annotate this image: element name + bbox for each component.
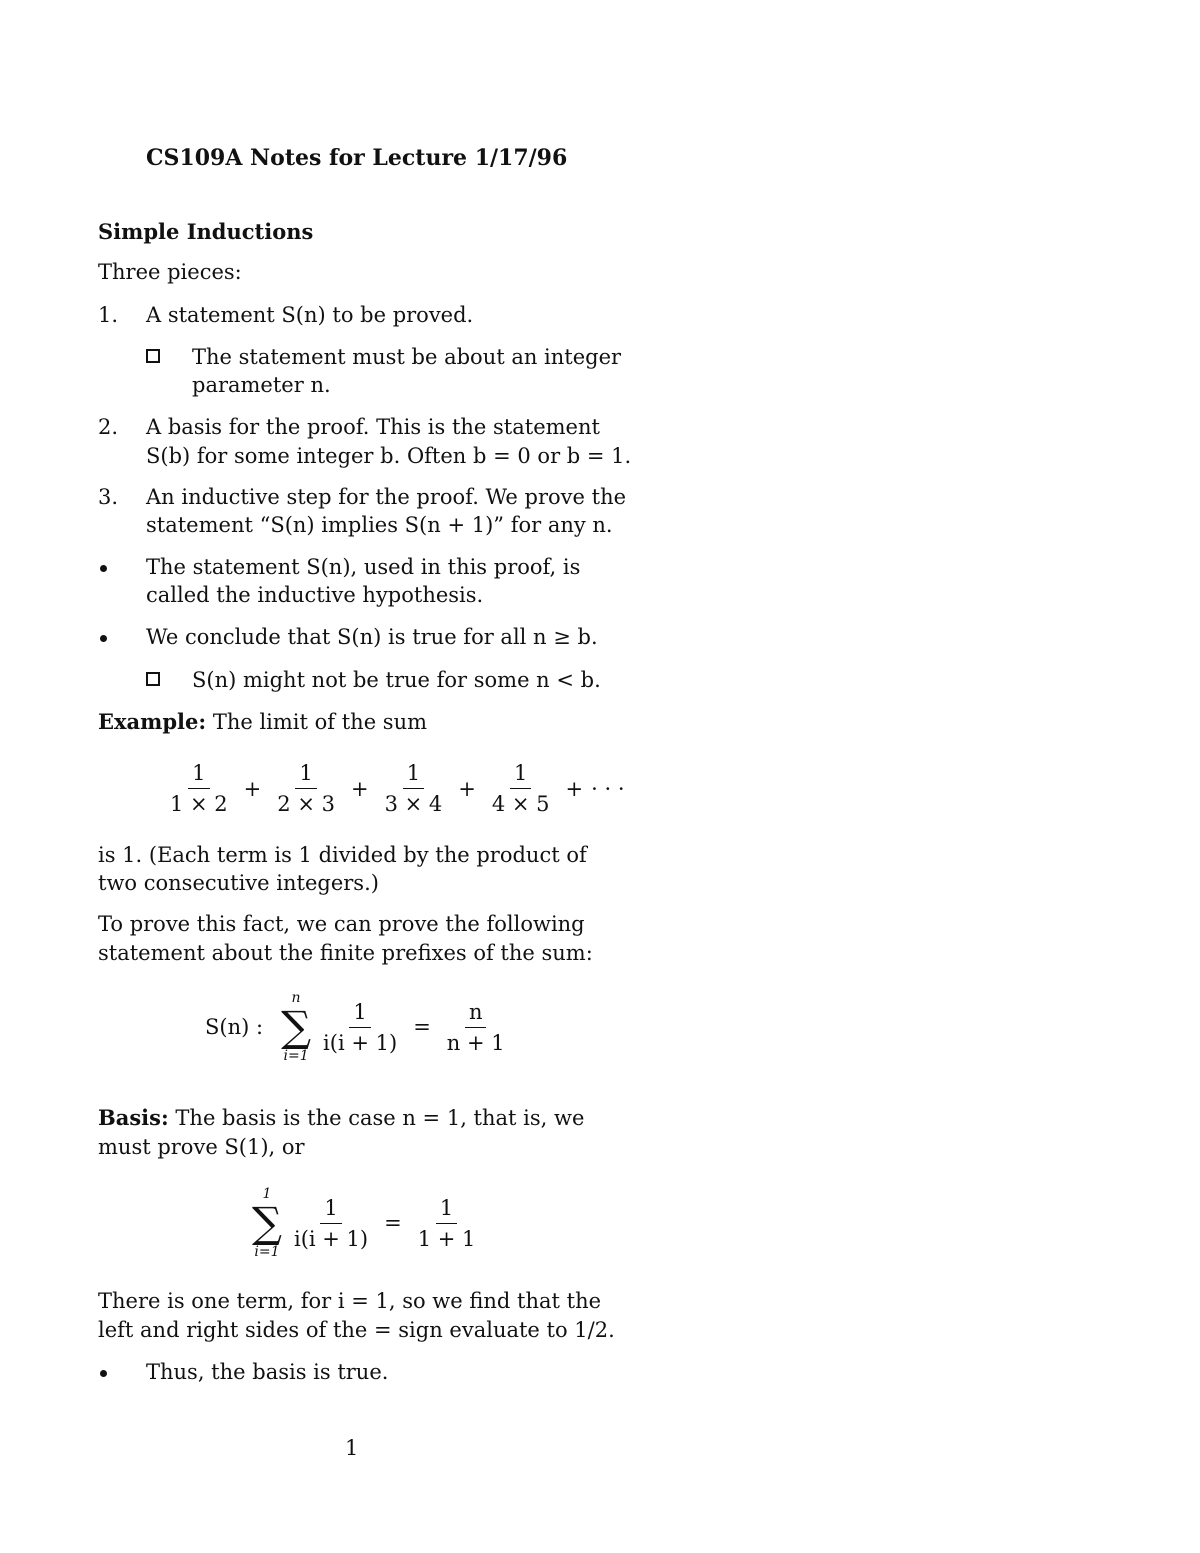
summation-symbol: 1 ∑ i=1 <box>252 1186 282 1260</box>
bullet-2-text: We conclude that S(n) is true for all n ≥ b. <box>146 625 598 649</box>
item-3-line-2: statement “S(n) implies S(n + 1)” for any n. <box>146 513 613 537</box>
statement-equation <box>205 990 513 1064</box>
series-term-3: $\frac{1}{3 \times 4}$ <box>381 758 447 819</box>
bullet-1-line-1: The statement S(n), used in this proof, is <box>146 555 581 579</box>
checkbox-square-icon <box>146 349 160 363</box>
statement-lhs: S(n) : <box>205 1015 264 1039</box>
intro-text: Three pieces: <box>98 260 242 284</box>
item-1-text: A statement S(n) to be proved. <box>146 303 474 327</box>
prove-line-2: statement about the finite prefixes of the sum: <box>98 941 593 965</box>
basis-rhs-fraction: $\frac{1}{1 + 1}$ <box>414 1193 480 1254</box>
box-2-text: S(n) might not be true for some n < b. <box>192 668 601 692</box>
summation-symbol: n ∑ i=1 <box>281 990 312 1064</box>
item-2-marker: 2. <box>98 415 119 439</box>
bullet-icon <box>100 635 107 642</box>
box-1-line-2: parameter n. <box>192 373 331 397</box>
section-heading: Simple Inductions <box>98 219 314 244</box>
example-label: Example: <box>98 709 207 734</box>
equals-sign: = <box>384 1211 402 1235</box>
conclusion-line-2: left and right sides of the = sign evaluate to 1/2. <box>98 1318 615 1342</box>
basis-paragraph-line-2: must prove S(1), or <box>98 1135 305 1159</box>
basis-fraction: $\frac{1}{i(i + 1)}$ <box>290 1193 372 1254</box>
item-3-marker: 3. <box>98 485 119 509</box>
basis-paragraph-line-1: Basis: The basis is the case n = 1, that is, we <box>98 1105 585 1130</box>
plus-sign: + <box>565 776 584 801</box>
ellipsis: · · · <box>591 776 625 801</box>
series-equation <box>162 758 625 819</box>
item-2-line-2: S(b) for some integer b. Often b = 0 or b = 1. <box>146 444 632 468</box>
bullet-icon <box>100 1370 107 1377</box>
item-2-line-1: A basis for the proof. This is the statement <box>146 415 600 439</box>
bullet-icon <box>100 565 107 572</box>
bullet-1-line-2: called the inductive hypothesis. <box>146 583 484 607</box>
basis-label: Basis: <box>98 1105 169 1130</box>
series-term-2: $\frac{1}{2 \times 3}$ <box>273 758 339 819</box>
statement-fraction: $\frac{1}{i(i + 1)}$ <box>319 997 401 1058</box>
plus-sign: + <box>243 776 262 801</box>
statement-rhs-fraction: $\frac{n}{n + 1}$ <box>443 997 509 1058</box>
checkbox-square-icon <box>146 672 160 686</box>
example-after-line-2: two consecutive integers.) <box>98 871 379 895</box>
item-1-marker: 1. <box>98 303 119 327</box>
example-paragraph <box>98 708 427 736</box>
basis-equation <box>248 1186 483 1260</box>
conclusion-line-1: There is one term, for i = 1, so we find that the <box>98 1289 602 1313</box>
example-after-line-1: is 1. (Each term is 1 divided by the product of <box>98 843 587 867</box>
prove-line-1: To prove this fact, we can prove the following <box>98 912 585 936</box>
box-1-line-1: The statement must be about an integer <box>192 345 622 369</box>
plus-sign: + <box>350 776 369 801</box>
equals-sign: = <box>413 1015 431 1039</box>
page-title: CS109A Notes for Lecture 1/17/96 <box>146 145 568 171</box>
plus-sign: + <box>458 776 476 801</box>
series-term-1: $\frac{1}{1 \times 2}$ <box>166 758 232 819</box>
final-bullet-text: Thus, the basis is true. <box>146 1360 389 1384</box>
page-number: 1 <box>345 1436 359 1460</box>
series-term-4: $\frac{1}{4 \times 5}$ <box>488 758 554 819</box>
item-3-line-1: An inductive step for the proof. We prove the <box>146 485 627 509</box>
example-text: The limit of the sum <box>212 710 428 734</box>
